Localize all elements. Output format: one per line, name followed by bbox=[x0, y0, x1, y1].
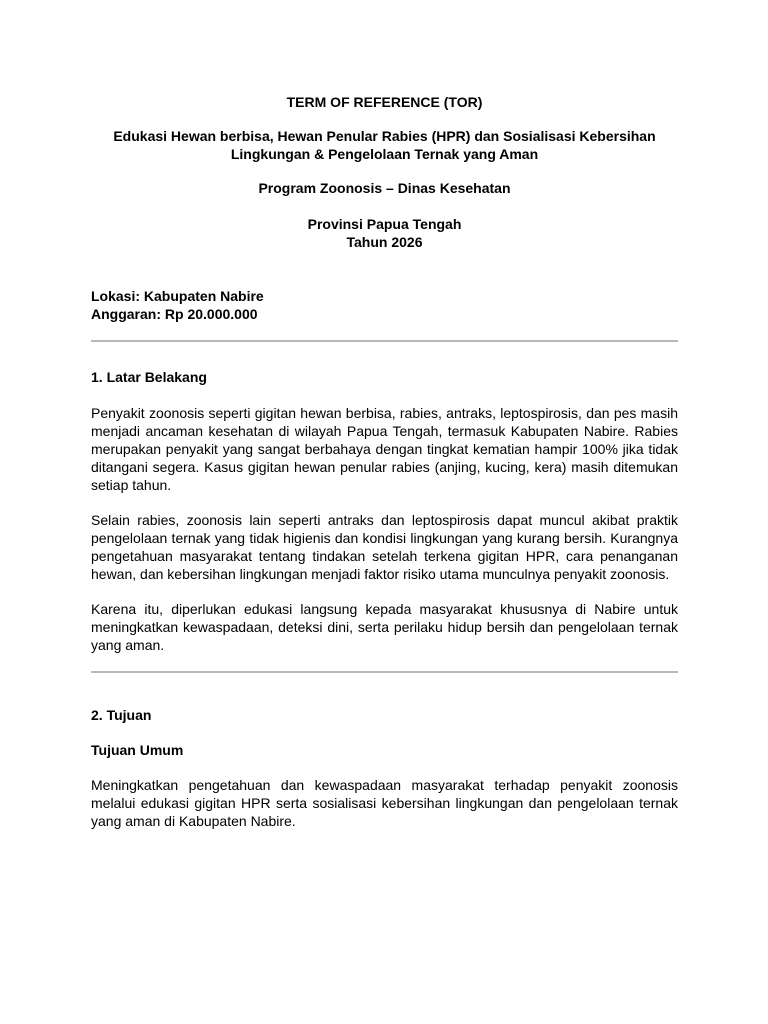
horizontal-divider bbox=[91, 340, 678, 342]
section-1-paragraph-2: Selain rabies, zoonosis lain seperti antraks dan leptospirosis dapat muncul akibat praktik pengelolaan ternak yang tidak higienis dan kondisi lingkungan yang kurang bersih. Kurangnya pengetahuan masyarakat tentang tindakan setelah terkena gigitan HPR, cara penanganan hewan, dan kebersihan lingkungan menjadi faktor risiko utama munculnya penyakit zoonosis. bbox=[91, 512, 678, 582]
document-page bbox=[91, 93, 678, 830]
section-2-heading: 2. Tujuan bbox=[91, 707, 152, 723]
document-subtitle-line-2: Lingkungan & Pengelolaan Ternak yang Aman bbox=[230, 146, 539, 162]
document-year: Tahun 2026 bbox=[346, 234, 423, 250]
section-2-subheading: Tujuan Umum bbox=[91, 742, 184, 758]
title-block bbox=[91, 93, 678, 251]
horizontal-divider bbox=[91, 671, 678, 673]
program-name: Program Zoonosis – Dinas Kesehatan bbox=[258, 180, 511, 196]
budget-label: Anggaran: Rp 20.000.000 bbox=[91, 306, 258, 322]
section-1-paragraph-3: Karena itu, diperlukan edukasi langsung kepada masyarakat khususnya di Nabire untuk meningkatkan kewaspadaan, deteksi dini, serta perilaku hidup bersih dan pengelolaan ternak yang aman. bbox=[91, 601, 678, 653]
section-2-paragraph-1: Meningkatkan pengetahuan dan kewaspadaan masyarakat terhadap penyakit zoonosis melalui edukasi gigitan HPR serta sosialisasi kebersihan lingkungan dan pengelolaan ternak yang aman di Kabupaten Nabire. bbox=[91, 777, 678, 829]
document-title: TERM OF REFERENCE (TOR) bbox=[286, 94, 483, 110]
section-1-heading: 1. Latar Belakang bbox=[91, 369, 207, 385]
document-subtitle-line-1: Edukasi Hewan berbisa, Hewan Penular Rabies (HPR) dan Sosialisasi Kebersihan bbox=[113, 128, 656, 144]
section-1-paragraph-1: Penyakit zoonosis seperti gigitan hewan berbisa, rabies, antraks, leptospirosis, dan pes masih menjadi ancaman kesehatan di wilayah Papua Tengah, termasuk Kabupaten Nabire. Rabies merupakan penyakit yang sangat berbahaya dengan tingkat kematian hampir 100% jika tidak ditangani segera. Kasus gigitan hewan penular rabies (anjing, kucing, kera) masih ditemukan setiap tahun. bbox=[91, 405, 678, 493]
location-label: Lokasi: Kabupaten Nabire bbox=[91, 288, 264, 304]
meta-block bbox=[91, 287, 678, 323]
province-name: Provinsi Papua Tengah bbox=[307, 216, 462, 232]
